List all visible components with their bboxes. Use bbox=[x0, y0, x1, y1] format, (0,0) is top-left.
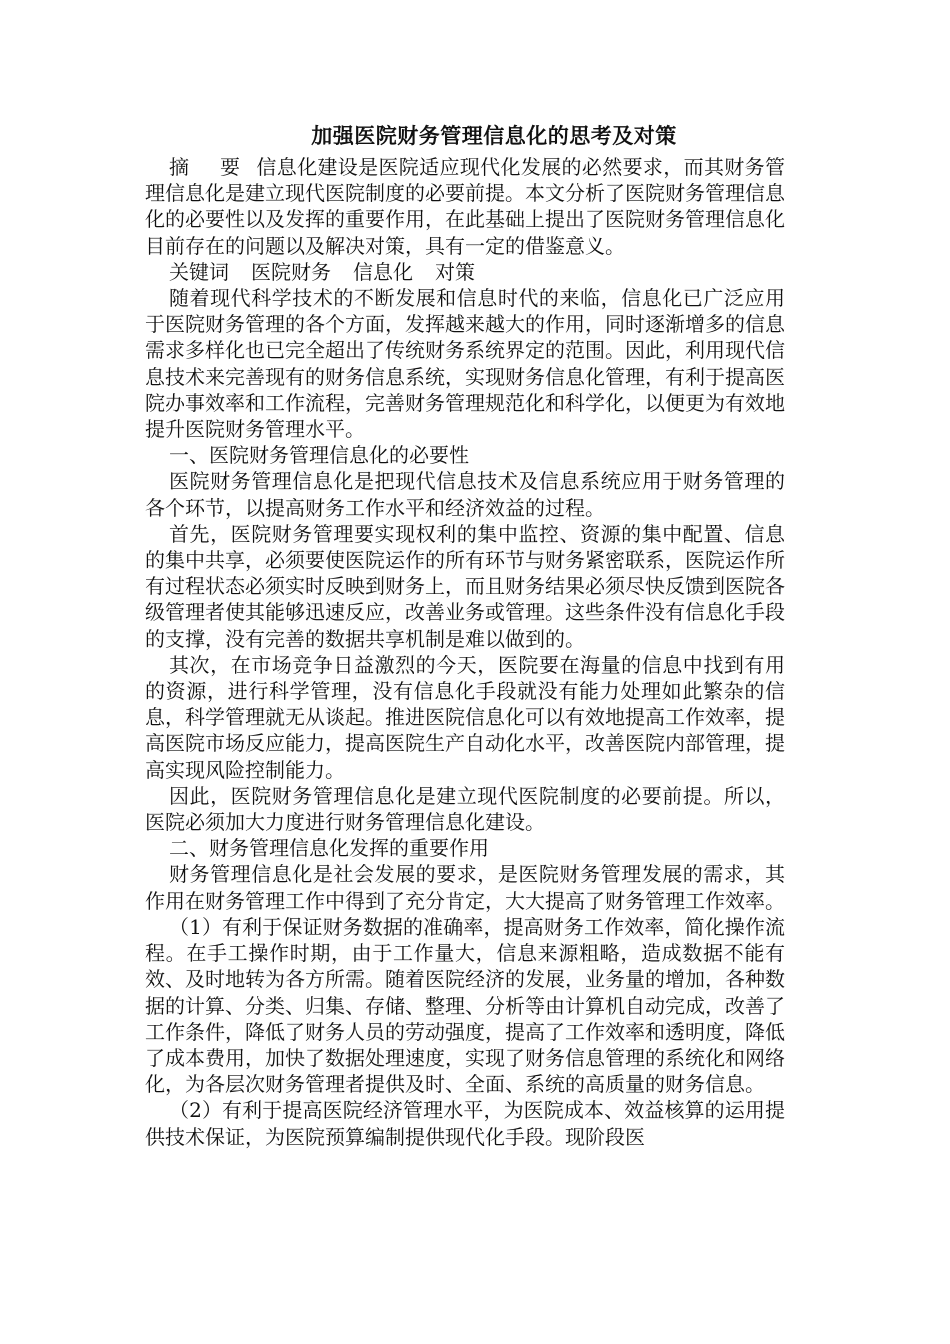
body-paragraph: 财务管理信息化是社会发展的要求，是医院财务管理发展的需求，其作用在财务管理工作中得到了充分肯定，大大提高了财务管理工作效率。 bbox=[145, 862, 785, 913]
keywords-label: 关键词 bbox=[169, 259, 229, 284]
keywords-line bbox=[145, 259, 785, 285]
body-paragraph: 医院财务管理信息化是把现代信息技术及信息系统应用于财务管理的各个环节，以提高财务工作水平和经济效益的过程。 bbox=[145, 469, 785, 520]
intro-paragraph: 随着现代科学技术的不断发展和信息时代的来临，信息化已广泛应用于医院财务管理的各个方面，发挥越来越大的作用，同时逐渐增多的信息需求多样化也已完全超出了传统财务系统界定的范围。因此，利用现代信息技术来完善现有的财务信息系统，实现财务信息化管理，有利于提高医院办事效率和工作流程，完善财务管理规范化和科学化，以便更为有效地提升医院财务管理水平。 bbox=[145, 286, 785, 442]
body-paragraph: 首先，医院财务管理要实现权利的集中监控、资源的集中配置、信息的集中共享，必须要使医院运作的所有环节与财务紧密联系，医院运作所有过程状态必须实时反映到财务上，而且财务结果必须尽快反馈到医院各级管理者使其能够迅速反应，改善业务或管理。这些条件没有信息化手段的支撑，没有完善的数据共享机制是难以做到的。 bbox=[145, 521, 785, 651]
body-paragraph: 因此，医院财务管理信息化是建立现代医院制度的必要前提。所以，医院必须加大力度进行财务管理信息化建设。 bbox=[145, 783, 785, 835]
section-heading-1: 一、医院财务管理信息化的必要性 bbox=[169, 443, 469, 468]
body-paragraph: （2）有利于提高医院经济管理水平，为医院成本、效益核算的运用提供技术保证，为医院预算编制提供现代化手段。现阶段医 bbox=[145, 1098, 785, 1149]
document-title: 加强医院财务管理信息化的思考及对策 bbox=[311, 123, 677, 148]
section-heading-2: 二、财务管理信息化发挥的重要作用 bbox=[169, 836, 489, 861]
keyword-item: 医院财务 bbox=[251, 259, 331, 284]
abstract-paragraph bbox=[145, 154, 785, 259]
abstract-label: 摘 要 bbox=[169, 155, 253, 179]
keyword-item: 信息化 bbox=[353, 259, 413, 284]
keyword-item: 对策 bbox=[435, 259, 475, 284]
body-paragraph: （1）有利于保证财务数据的准确率，提高财务工作效率，简化操作流程。在手工操作时期，由于工作量大，信息来源粗略，造成数据不能有效、及时地转为各方所需。随着医院经济的发展，业务量的增加，各种数据的计算、分类、归集、存储、整理、分析等由计算机自动完成，改善了工作条件，降低了财务人员的劳动强度，提高了工作效率和透明度，降低了成本费用，加快了数据处理速度，实现了财务信息管理的系统化和网络化，为各层次财务管理者提供及时、全面、系统的高质量的财务信息。 bbox=[145, 914, 785, 1097]
body-paragraph: 其次，在市场竞争日益激烈的今天，医院要在海量的信息中找到有用的资源，进行科学管理，没有信息化手段就没有能力处理如此繁杂的信息，科学管理就无从谈起。推进医院信息化可以有效地提高工作效率，提高医院市场反应能力，提高医院生产自动化水平，改善医院内部管理，提高实现风险控制能力。 bbox=[145, 652, 785, 782]
document-page bbox=[145, 118, 785, 1150]
abstract-text: 信息化建设是医院适应现代化发展的必然要求，而其财务管理信息化是建立现代医院制度的必要前提。本文分析了医院财务管理信息化的必要性以及发挥的重要作用，在此基础上提出了医院财务管理信息化目前存在的问题以及解决对策，具有一定的借鉴意义。 bbox=[145, 155, 785, 258]
